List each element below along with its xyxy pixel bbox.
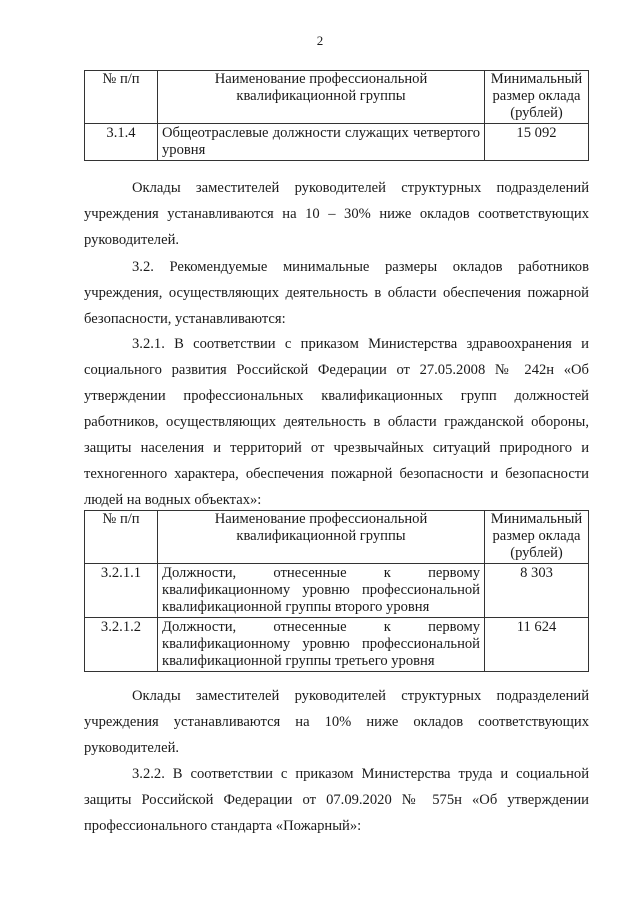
row-name: Общеотраслевые должности служащих четвертого уровня — [158, 124, 485, 161]
header-num: № п/п — [85, 511, 158, 564]
row-num: 3.2.1.2 — [85, 618, 158, 672]
table-row — [85, 124, 589, 161]
page-number: 2 — [316, 33, 324, 48]
header-name: Наименование профессиональной квалификационной группы — [158, 71, 485, 124]
row-name: Должности, отнесенные к первому квалификационному уровню профессиональной квалификационной группы второго уровня — [158, 564, 485, 618]
header-salary: Минимальный размер оклада (рублей) — [485, 71, 589, 124]
header-name: Наименование профессиональной квалификационной группы — [158, 511, 485, 564]
table-row — [85, 564, 589, 618]
paragraph-3-2: 3.2. Рекомендуемые минимальные размеры окладов работников учреждения, осуществляющих деятельность в области обеспечения пожарной безопасности, устанавливаются: — [84, 259, 589, 327]
row-num: 3.1.4 — [85, 124, 158, 161]
row-salary: 11 624 — [485, 618, 589, 672]
table-header-row — [85, 71, 589, 124]
salary-table-1 — [84, 70, 589, 161]
row-num: 3.2.1.1 — [85, 564, 158, 618]
salary-table-2 — [84, 510, 589, 672]
paragraph-3-2-2: 3.2.2. В соответствии с приказом Министерства труда и социальной защиты Российской Федерации от 07.09.2020 № 575н «Об утверждении профессионального стандарта «Пожарный»: — [84, 766, 589, 834]
paragraph-deputy-salaries-1: Оклады заместителей руководителей структурных подразделений учреждения устанавливаются на 10 – 30% ниже окладов соответствующих руководителей. — [84, 180, 589, 248]
header-salary: Минимальный размер оклада (рублей) — [485, 511, 589, 564]
table-row — [85, 618, 589, 672]
header-num: № п/п — [85, 71, 158, 124]
row-salary: 15 092 — [485, 124, 589, 161]
paragraph-3-2-1: 3.2.1. В соответствии с приказом Министерства здравоохранения и социального развития Российской Федерации от 27.05.2008 № 242н «Об утверждении профессиональных квалификационных групп должностей работников, осуществляющих деятельность в области гражданской обороны, защиты населения и территорий от чрезвычайных ситуаций природного и техногенного характера, обеспечения пожарной безопасности и безопасности людей на водных объектах»: — [84, 336, 589, 508]
row-name: Должности, отнесенные к первому квалификационному уровню профессиональной квалификационной группы третьего уровня — [158, 618, 485, 672]
table-header-row — [85, 511, 589, 564]
row-salary: 8 303 — [485, 564, 589, 618]
paragraph-deputy-salaries-2: Оклады заместителей руководителей структурных подразделений учреждения устанавливаются на 10% ниже окладов соответствующих руководителей. — [84, 688, 589, 756]
